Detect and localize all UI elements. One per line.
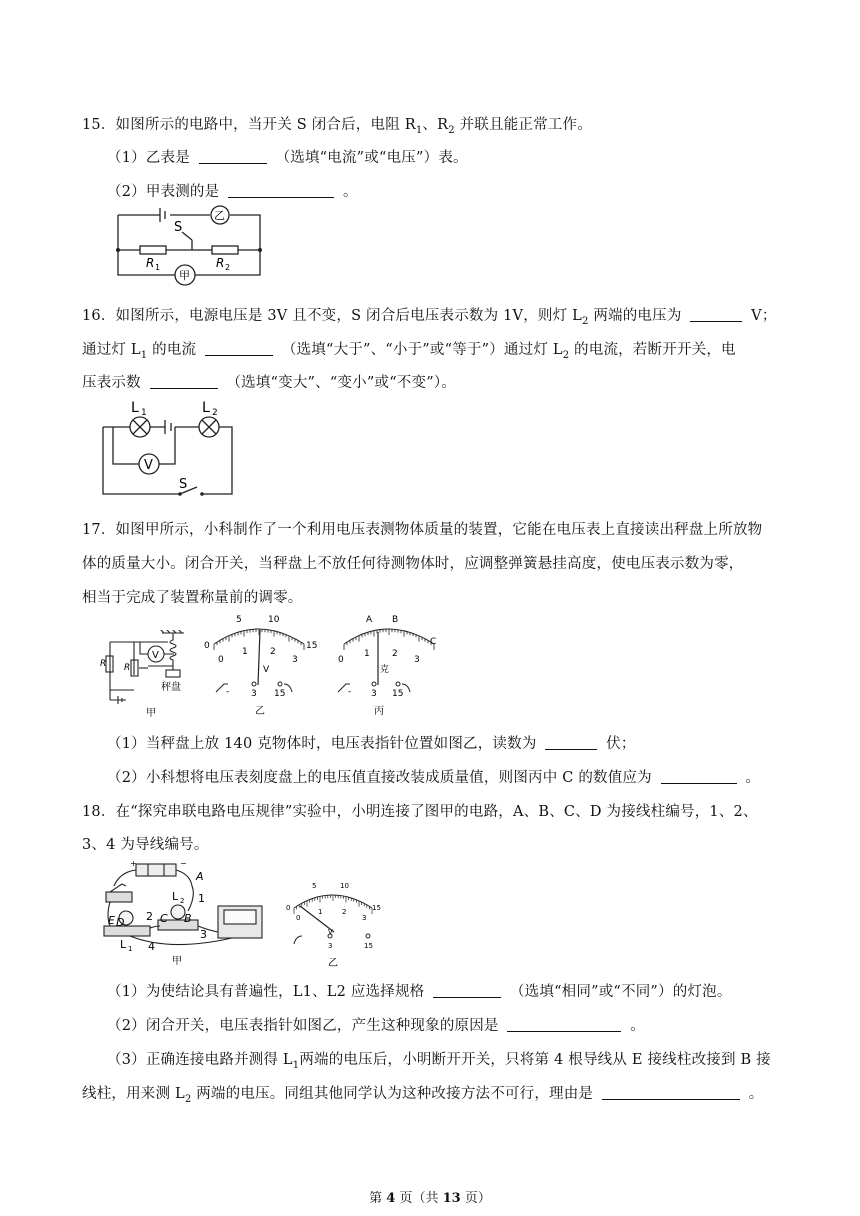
q17-fig-bing-scale xyxy=(330,610,450,720)
terminal-d-label: D xyxy=(116,916,125,929)
q16-blank-1[interactable] xyxy=(690,307,742,322)
q17-line-2: 体的质量大小。闭合开关，当秤盘上不放任何待测物体时，应调整弹簧悬挂高度，使电压表示数为零， xyxy=(82,556,744,572)
svg-text:1: 1 xyxy=(141,408,147,418)
svg-text:15: 15 xyxy=(372,904,381,912)
svg-text:V: V xyxy=(263,665,270,675)
svg-text:3: 3 xyxy=(328,942,333,950)
svg-text:10: 10 xyxy=(268,615,280,625)
q15-sub2: （2）甲表测的是 。 xyxy=(107,184,358,200)
svg-text:5: 5 xyxy=(312,882,317,890)
q15-blank-2[interactable] xyxy=(228,183,334,198)
r1-label: R xyxy=(146,256,155,270)
svg-text:克: 克 xyxy=(380,665,390,675)
l1-label: L xyxy=(131,400,139,416)
svg-text:0: 0 xyxy=(338,655,344,665)
svg-text:C: C xyxy=(430,637,437,647)
terminal-b-label: B xyxy=(184,912,192,925)
svg-text:3: 3 xyxy=(251,689,257,699)
svg-text:2: 2 xyxy=(180,897,185,905)
svg-text:-: - xyxy=(226,687,230,697)
svg-text:15: 15 xyxy=(364,942,373,950)
terminal-e-label: E xyxy=(108,914,115,927)
svg-text:2: 2 xyxy=(342,908,347,916)
svg-text:-: - xyxy=(348,687,352,697)
q16-blank-2[interactable] xyxy=(205,341,273,356)
q15-blank-1[interactable] xyxy=(199,149,267,164)
q18-line-2: 3、4 为导线编号。 xyxy=(82,837,209,853)
q16-line-3: 压表示数 （选填“变大”、“变小”或“不变”）。 xyxy=(82,375,456,391)
q18-blank-3[interactable] xyxy=(602,1085,740,1100)
page-number: 4 xyxy=(386,1191,396,1206)
fig-jia-caption: 甲 xyxy=(172,956,182,967)
svg-text:5: 5 xyxy=(236,615,242,625)
wire-3-label: 3 xyxy=(200,928,207,941)
fig-yi-caption: 乙 xyxy=(328,958,338,969)
r2-label: R xyxy=(216,256,225,270)
q17-fig-jia xyxy=(98,630,198,720)
svg-text:A: A xyxy=(366,615,373,625)
svg-text:1: 1 xyxy=(242,647,248,657)
svg-text:3: 3 xyxy=(362,914,367,922)
q18-fig-yi-voltmeter xyxy=(282,870,382,970)
svg-text:10: 10 xyxy=(340,882,349,890)
q16-line-1: 16．如图所示，电源电压是 3V 且不变，S 闭合后电压表示数为 1V，则灯 $L_2$ 两端的电压为 V； xyxy=(82,308,777,327)
svg-text:3: 3 xyxy=(414,655,420,665)
q18-blank-1[interactable] xyxy=(433,983,501,998)
svg-text:15: 15 xyxy=(306,641,318,651)
svg-text:1: 1 xyxy=(155,263,161,272)
fig-bing-caption: 丙 xyxy=(374,706,384,717)
page-footer: 第 4 页（共 13 页） xyxy=(369,1191,491,1206)
q17-sub1: （1）当秤盘上放 140 克物体时，电压表指针位置如图乙，读数为 伏； xyxy=(107,736,636,752)
switch-label-s: S xyxy=(179,477,188,492)
q17-blank-1[interactable] xyxy=(545,735,597,750)
svg-text:B: B xyxy=(392,615,399,625)
switch-label-s: S xyxy=(174,220,183,235)
svg-text:15: 15 xyxy=(274,689,286,699)
q18-sub4: 线柱，用来测 $L_2$ 两端的电压。同组其他同学认为这种改接方法不可行，理由是 。 xyxy=(82,1086,764,1105)
l2-label: L xyxy=(202,400,210,416)
wire-4-label: 4 xyxy=(148,940,155,953)
fig-jia-caption: 甲 xyxy=(146,708,156,719)
svg-text:0: 0 xyxy=(218,655,224,665)
svg-text:1: 1 xyxy=(364,649,370,659)
fig-yi-caption: 乙 xyxy=(255,706,265,717)
q15-sub1: （1）乙表是 （选填“电流”或“电压”）表。 xyxy=(107,150,468,166)
l1-label: L xyxy=(120,938,127,951)
wire-2-label: 2 xyxy=(146,910,153,923)
svg-text:0: 0 xyxy=(286,904,291,912)
terminal-a-label: A xyxy=(196,870,204,883)
q18-line-1: 18．在“探究串联电路电压规律”实验中，小明连接了图甲的电路，A、B、C、D 为接线柱编号，1、2、 xyxy=(82,804,758,820)
svg-text:2: 2 xyxy=(392,649,398,659)
q15-circuit-diagram xyxy=(110,205,270,290)
r2-label: R xyxy=(124,663,131,673)
svg-text:2: 2 xyxy=(270,647,276,657)
q15-stem: 15．如图所示的电路中，当开关 S 闭合后，电阻 $R_1$、$R_2$ 并联且能正常工作。 xyxy=(82,117,592,136)
q16-circuit-diagram xyxy=(95,394,240,504)
svg-text:15: 15 xyxy=(392,689,404,699)
q16-blank-3[interactable] xyxy=(150,374,218,389)
q18-blank-2[interactable] xyxy=(507,1017,621,1032)
q18-sub1: （1）为使结论具有普遍性，L1、L2 应选择规格 （选填“相同”或“不同”）的灯泡。 xyxy=(107,984,732,1000)
svg-text:0: 0 xyxy=(204,641,210,651)
q16-line-2: 通过灯 $L_1$ 的电流 （选填“大于”、“小于”或“等于”）通过灯 $L_2$ 的电流，若断开开关，电 xyxy=(82,342,736,361)
svg-text:0: 0 xyxy=(296,914,301,922)
svg-text:1: 1 xyxy=(128,945,133,953)
q18-sub3: （3）正确连接电路并测得 $L_1$两端的电压后，小明断开开关，只将第 4 根导线从 E 接线柱改接到 B 接 xyxy=(107,1052,771,1071)
q17-blank-2[interactable] xyxy=(661,769,737,784)
svg-text:+: + xyxy=(130,859,137,868)
terminal-c-label: C xyxy=(160,912,168,925)
meter-jia-label: 甲 xyxy=(179,269,190,282)
wire-1-label: 1 xyxy=(198,892,205,905)
svg-text:1: 1 xyxy=(318,908,323,916)
q17-sub2: （2）小科想将电压表刻度盘上的电压值直接改装成质量值，则图丙中 C 的数值应为 。 xyxy=(107,770,761,786)
svg-text:−: − xyxy=(180,859,187,868)
svg-text:3: 3 xyxy=(371,689,377,699)
r1-label: R xyxy=(100,659,107,669)
q18-sub2: （2）闭合开关，电压表指针如图乙，产生这种现象的原因是 。 xyxy=(107,1018,645,1034)
l2-label: L xyxy=(172,890,179,903)
svg-text:V: V xyxy=(328,928,333,936)
q17-line-1: 17．如图甲所示，小科制作了一个利用电压表测物体质量的装置，它能在电压表上直接读出秤盘上所放物 xyxy=(82,522,763,538)
scale-pan-label: 秤盘 xyxy=(161,682,181,693)
svg-text:2: 2 xyxy=(212,408,218,418)
svg-text:3: 3 xyxy=(292,655,298,665)
q17-fig-yi-voltmeter xyxy=(200,610,320,720)
total-pages: 13 xyxy=(442,1191,461,1206)
voltmeter-label: V xyxy=(144,458,153,473)
needle xyxy=(258,630,260,685)
svg-text:2: 2 xyxy=(225,263,231,272)
voltmeter-label: V xyxy=(152,650,159,661)
q17-line-3: 相当于完成了装置称量前的调零。 xyxy=(82,590,303,606)
meter-yi-label: 乙 xyxy=(214,209,225,222)
q18-fig-jia-apparatus xyxy=(100,856,270,968)
